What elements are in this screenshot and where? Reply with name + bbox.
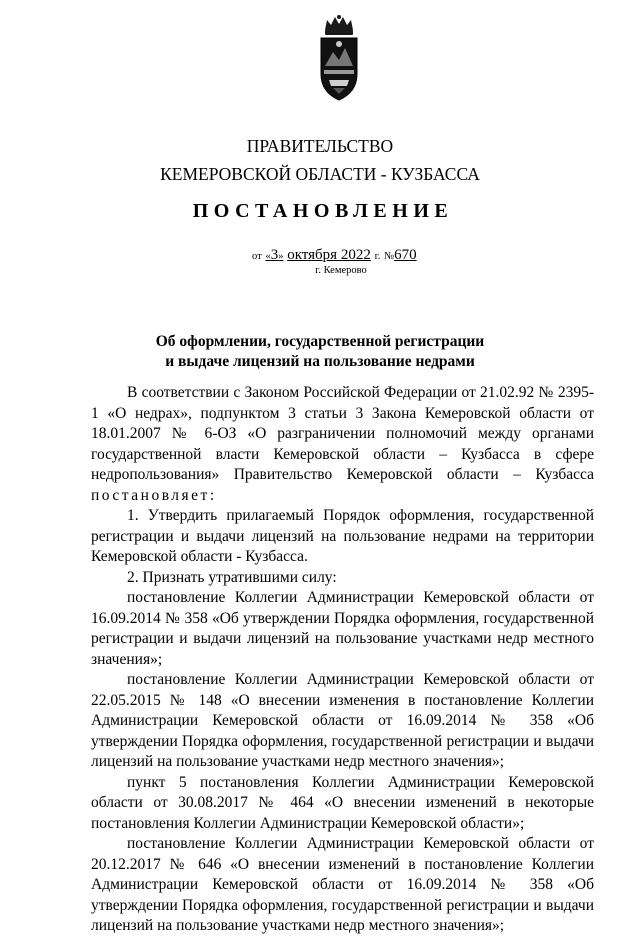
date-prefix: от	[252, 251, 262, 262]
date-quote-close: »	[278, 251, 284, 262]
paragraph-preamble-text: В соответствии с Законом Российской Федерации от 21.02.92 № 2395-1 «О недрах», подпунктом 3 статьи 3 Закона Кемеровской области от 18.01.2007 № 6-ОЗ «О разграничении полномочий между органами государственной власти Кемеровской области – Кузбасса в сфере недропользования» Правительство Кемеровской области – Кузбасса	[91, 384, 594, 483]
coat-of-arms-icon	[313, 14, 365, 106]
paragraph-preamble-resolves: постановляет:	[91, 486, 217, 504]
document-city: г. Кемерово	[315, 265, 367, 276]
document-title-line1: Об оформлении, государственной регистрации	[155, 333, 485, 350]
government-name-line2: КЕМЕРОВСКОЙ ОБЛАСТИ - КУЗБАССА	[160, 164, 480, 184]
paragraph-repealed-3: пункт 5 постановления Коллегии Администрации Кемеровской области от 30.08.2017 № 464 «О внесении изменений в некоторые постановления Коллегии Администрации Кемеровской области»;	[91, 773, 594, 832]
paragraph-repealed-4: постановление Коллегии Администрации Кемеровской области от 20.12.2017 № 646 «О внесении изменений в постановление Коллегии Администрации Кемеровской области от 16.09.2014 № 358 «Об утверждении Порядка оформления, государственной регистрации и выдачи лицензий на пользование участками недр местного значения»;	[91, 835, 594, 934]
date-day: 3	[270, 247, 279, 263]
paragraph-item-1: 1. Утвердить прилагаемый Порядок оформления, государственной регистрации и выдачи лицензий на пользование недрами на территории Кемеровской области - Кузбасса.	[91, 507, 594, 565]
doc-number: 670	[394, 247, 417, 263]
date-year-suffix: г.	[374, 251, 381, 262]
document-body	[91, 383, 594, 937]
paragraph-repealed-2: постановление Коллегии Администрации Кемеровской области от 22.05.2015 № 148 «О внесении изменения в постановление Коллегии Администрации Кемеровской области от 16.09.2014 № 358 «Об утверждении Порядка оформления, государственной регистрации и выдачи лицензий на пользование участками недр местного значения»;	[91, 671, 594, 770]
document-title-line2: и выдаче лицензий на пользование недрами	[165, 353, 475, 370]
paragraph-preamble	[91, 383, 594, 506]
date-month-year: октября 2022	[287, 247, 371, 263]
paragraph-item-2: 2. Признать утратившими силу:	[127, 568, 337, 586]
date-quote-open: «	[265, 251, 271, 262]
document-type-heading: ПОСТАНОВЛЕНИЕ	[192, 200, 454, 222]
government-name-line1: ПРАВИТЕЛЬСТВО	[246, 136, 394, 156]
paragraph-repealed-1: постановление Коллегии Администрации Кемеровской области от 16.09.2014 № 358 «Об утверждении Порядка оформления, государственной регистрации и выдачи лицензий на пользование участками недр местного значения»;	[91, 589, 594, 668]
document-date-line	[252, 246, 417, 266]
doc-number-sign: №	[384, 251, 395, 262]
